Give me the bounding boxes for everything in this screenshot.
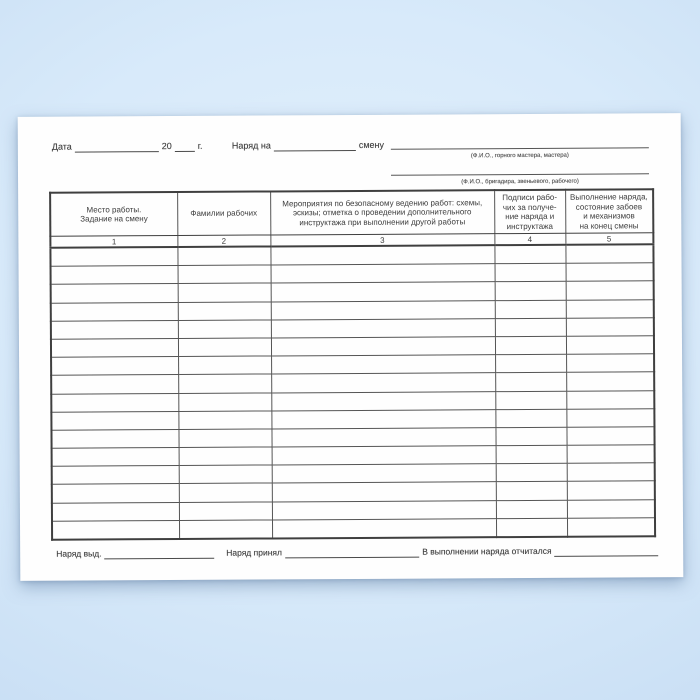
empty-cell [52, 448, 179, 467]
empty-cell [495, 318, 566, 337]
empty-cell [271, 318, 495, 337]
empty-cell [271, 428, 495, 447]
empty-cell [52, 466, 179, 485]
empty-cell [496, 445, 567, 464]
year-blank-line [175, 141, 195, 152]
column-number: 4 [494, 233, 565, 245]
empty-cell [51, 357, 178, 376]
empty-cell [178, 411, 271, 430]
empty-cell [270, 245, 494, 265]
empty-cell [52, 484, 179, 503]
empty-cell [271, 337, 495, 356]
order-received-group [226, 547, 419, 559]
empty-cell [51, 284, 178, 303]
empty-cell [495, 427, 566, 446]
order-issued-group [56, 548, 214, 560]
empty-cell [566, 354, 654, 373]
empty-cell [52, 520, 179, 539]
empty-cell [271, 391, 495, 410]
empty-cell [272, 482, 496, 501]
empty-cell [495, 282, 566, 301]
empty-cell [566, 408, 654, 427]
empty-cell [566, 336, 654, 355]
empty-cell [271, 300, 495, 319]
empty-cell [567, 499, 655, 518]
empty-cell [495, 354, 566, 373]
empty-cell [495, 263, 566, 282]
order-reported-label: В выполнении наряда отчитался [422, 545, 552, 557]
empty-cell [178, 265, 271, 284]
empty-cell [272, 446, 496, 465]
empty-cell [51, 375, 178, 394]
empty-cell [566, 427, 654, 446]
empty-cell [179, 483, 272, 502]
empty-cell [51, 429, 178, 448]
empty-cell [566, 281, 654, 300]
empty-cell [178, 356, 271, 375]
empty-cell [178, 283, 271, 302]
date-label: Дата [51, 141, 72, 152]
empty-cell [567, 445, 655, 464]
empty-cell [565, 244, 653, 263]
empty-cell [272, 500, 496, 519]
empty-cell [496, 500, 567, 519]
empty-cell [495, 391, 566, 410]
work-order-form-paper [18, 113, 684, 581]
shift-label: смену [358, 139, 385, 150]
column-number: 5 [565, 233, 653, 245]
header-order-completion: Выполнение наряда, состояние забоев и механизмов на конец смены [565, 189, 653, 233]
empty-cell [495, 409, 566, 428]
order-row [232, 139, 384, 152]
date-blank-line [75, 141, 159, 152]
empty-cell [567, 518, 655, 537]
empty-cell [566, 390, 654, 409]
empty-cell [52, 502, 179, 521]
empty-cell [566, 318, 654, 337]
table-header-row [50, 189, 653, 236]
master-signature-line [391, 147, 649, 149]
empty-cell [178, 302, 271, 321]
empty-cell [272, 518, 496, 538]
empty-cell [51, 393, 178, 412]
empty-cell [566, 299, 654, 318]
empty-cell [177, 246, 270, 265]
empty-cell [178, 374, 271, 393]
empty-cell [496, 482, 567, 501]
header-worker-names: Фамилии рабочих [177, 191, 270, 235]
empty-cell [271, 355, 495, 374]
worker-signature-line [391, 173, 649, 175]
empty-cell [567, 481, 655, 500]
empty-cell [494, 245, 565, 264]
order-reported-group [422, 545, 658, 557]
empty-cell [496, 464, 567, 483]
header-place-of-work: Место работы. Задание на смену [50, 192, 177, 236]
year-suffix: г. [197, 140, 203, 151]
order-issued-label: Наряд выд. [56, 548, 102, 559]
column-number: 1 [50, 235, 177, 247]
empty-cell [50, 247, 177, 266]
order-received-label: Наряд принял [226, 547, 282, 558]
column-number: 2 [177, 235, 270, 247]
empty-cell [179, 502, 272, 521]
empty-cell [179, 447, 272, 466]
empty-cell [496, 518, 567, 537]
empty-cell [272, 464, 496, 483]
empty-cell [51, 338, 178, 357]
empty-cell [178, 429, 271, 448]
order-issued-blank-line [105, 548, 215, 560]
worker-signature-caption: (Ф.И.О., бригадира, звеньевого, рабочего) [461, 178, 579, 186]
empty-cell [271, 373, 495, 392]
empty-cell [271, 409, 495, 428]
empty-cell [179, 465, 272, 484]
empty-cell [178, 338, 271, 357]
empty-cell [567, 463, 655, 482]
empty-cell [566, 372, 654, 391]
empty-cell [495, 336, 566, 355]
empty-cell [495, 373, 566, 392]
header-worker-signatures: Подписи рабо- чих за получе- ние наряда и инструктажа [494, 190, 565, 234]
column-number: 3 [270, 234, 494, 247]
table-row [52, 518, 655, 540]
order-reported-blank-line [555, 545, 659, 557]
empty-cell [51, 266, 178, 285]
empty-cell [271, 282, 495, 301]
empty-cell [178, 392, 271, 411]
empty-cell [566, 263, 654, 282]
empty-cell [178, 320, 271, 339]
master-signature-caption: (Ф.И.О., горного мастера, мастера) [470, 152, 569, 160]
date-row [52, 140, 203, 153]
header-safety-measures: Мероприятия по безопасному ведению работ: схемы, эскизы; отметка о проведении дополнительного инструктажа при выполнении другой работы [270, 190, 494, 235]
year-prefix: 20 [161, 141, 172, 152]
empty-cell [51, 302, 178, 321]
order-label: Наряд на [231, 140, 271, 151]
order-received-blank-line [285, 547, 419, 559]
empty-cell [495, 300, 566, 319]
work-order-table [49, 188, 656, 540]
shift-blank-line [274, 140, 356, 151]
empty-cell [271, 264, 495, 283]
empty-cell [51, 320, 178, 339]
table-body [50, 244, 655, 539]
empty-cell [51, 411, 178, 430]
empty-cell [179, 520, 272, 539]
